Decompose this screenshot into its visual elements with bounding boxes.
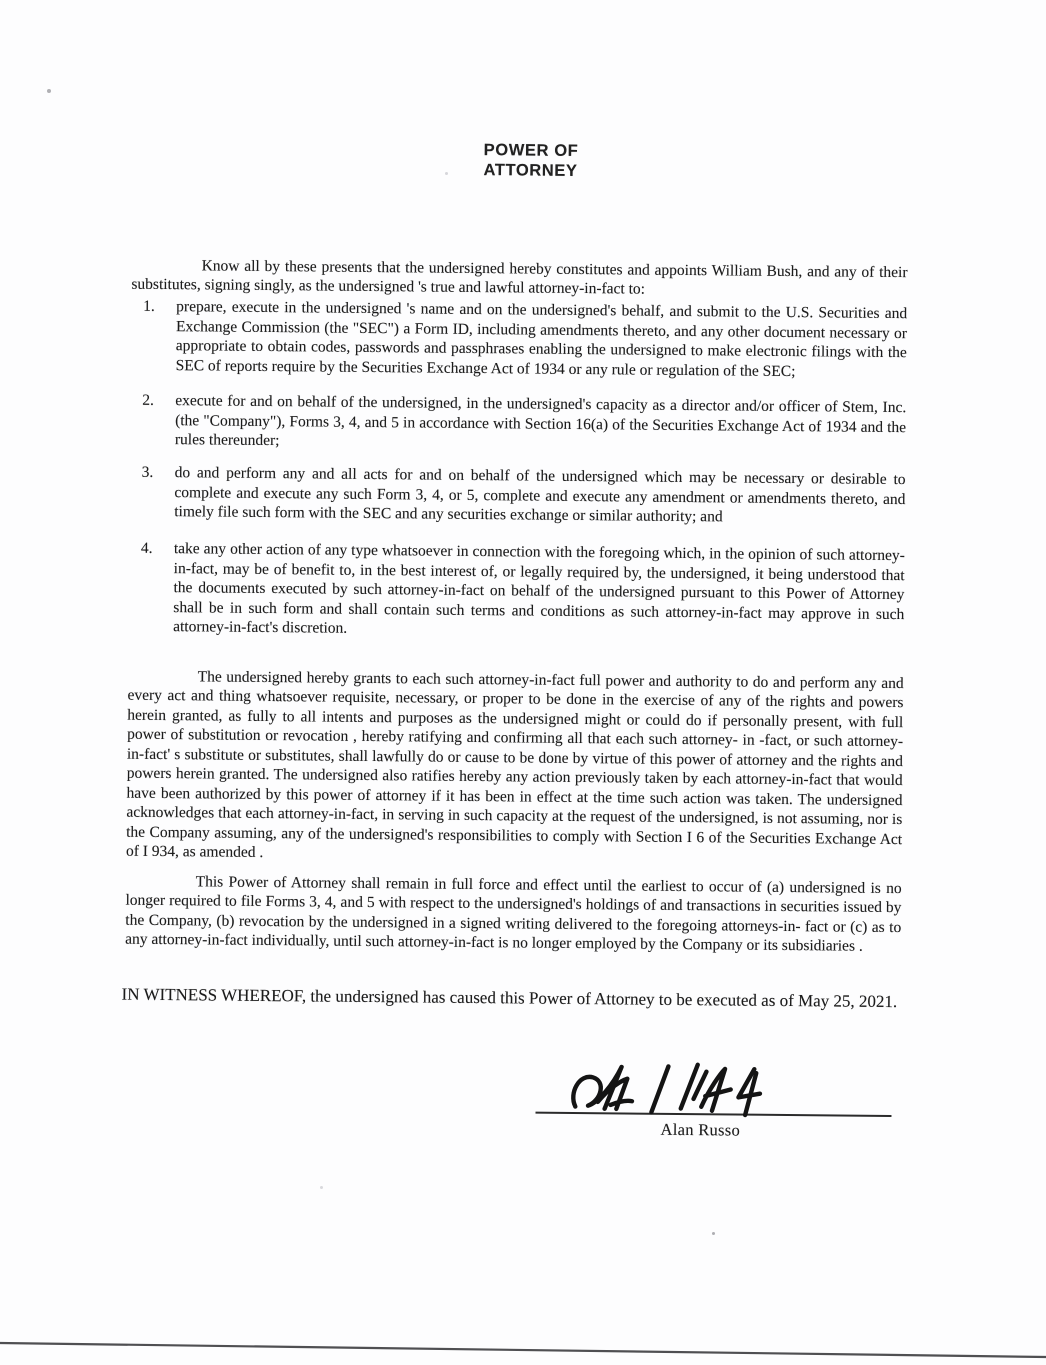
item-number: 1. xyxy=(143,297,155,315)
item-text: take any other action of any type whatsoever in connection with the foregoing which, in the opinion of such attorney-in-fact, may be of benefit to, in the best interest of, or legally required by, the undersigned, it being understood that the documents executed by such attorney-in-fact on behalf of the undersigned pursuant to this Power of Attorney shall be in such form and shall contain such terms and conditions as such attorney-in-fact may approve in such attorney-in-fact's discretion. xyxy=(173,540,905,637)
title-line-2: ATTORNEY xyxy=(483,161,578,180)
poa-item-4 xyxy=(128,539,905,644)
signature-block xyxy=(535,1057,892,1142)
witness-clause: IN WITNESS WHEREOF, the undersigned has caused this Power of Attorney to be executed as of May 25, 2021. xyxy=(121,984,898,1012)
document-title xyxy=(483,140,578,181)
scan-speck xyxy=(445,172,448,175)
page-bottom-scan-edge xyxy=(0,1339,1046,1365)
item-number: 2. xyxy=(142,391,155,409)
item-number: 4. xyxy=(140,539,153,557)
signatory-name: Alan Russo xyxy=(660,1119,741,1140)
poa-item-3 xyxy=(129,463,906,529)
poa-item-1 xyxy=(131,297,908,382)
poa-item-2 xyxy=(130,391,907,457)
grants-paragraph: The undersigned hereby grants to each such attorney-in-fact full power and authority to do and perform any and every act and thing whatsoever requisite, necessary, or proper to be done in the exercise of any of the rights and powers herein granted, as fully to all intents and purposes as the undersigned might or could do if personally present, with full power of substitution or revocation , hereby ratifying and confirming all that each such attorney- in -fact, or such attorney-in-fact' s substitute or substitutes, shall lawfully do or cause to be done by virtue of this power of attorney and the rights and powers herein granted. The undersigned also ratifies hereby any action previously taken by each attorney-in-fact that would have been authorized by this power of attorney if it has been in effect at the time such action was taken. The undersigned acknowledges that each attorney-in-fact, in serving in such capacity at the request of the undersigned, is not assuming, nor is the Company assuming, any of the undersigned's responsibilities to comply with Section I 6 of the Securities Exchange Act of I 934, as amended . xyxy=(125,667,904,861)
duration-paragraph: This Power of Attorney shall remain in full force and effect until the earliest to occur of (a) undersigned is no longer required to file Forms 3, 4, and 5 with respect to the undersigned's holdings of and transactions in securities issued by the Company, (b) revocation by the undersigned in a signed writing delivered to the foregoing attorneys-in- fact or (c) as to any attorney-in-fact individually, until such attorney-in-fact is no longer employed by the Company or its subsidiaries . xyxy=(125,872,902,955)
scan-speck xyxy=(47,89,51,93)
scan-speck xyxy=(320,1186,323,1189)
item-text: do and perform any and all acts for and on behalf of the undersigned which may be necessary or desirable to complete and execute any such Form 3, 4, or 5, complete and execute any amendment or amendments thereto, and timely file such form with the SEC and any securities exchange or similar authority; and xyxy=(174,464,906,526)
item-number: 3. xyxy=(141,463,154,481)
intro-paragraph: Know all by these presents that the undersigned hereby constitutes and appoints William Bush, and any of their substitutes, signing singly, as the undersigned 's true and lawful attorney-in-fact to: xyxy=(131,256,908,298)
scan-speck xyxy=(712,1232,715,1235)
item-text: prepare, execute in the undersigned 's name and on the undersigned's behalf, and submit to the U.S. Securities and Exchange Commission (the "SEC") a Form ID, including amendments thereto, and any other document necessary or appropriate to obtain codes, passwords and passphrases enabling the undersigned to make electronic filings with the SEC of reports require by the Securities Exchange Act of 1934 or any rule or regulation of the SEC; xyxy=(175,298,908,380)
title-line-1: POWER OF xyxy=(483,141,579,160)
item-text: execute for and on behalf of the undersigned, in the undersigned's capacity as a director and/or officer of Stem, Inc. (the "Company"), Forms 3, 4, and 5 in accordance with Section 16(a) of the Securities Exchange Act of 1934 and the rules thereunder; xyxy=(174,392,907,450)
